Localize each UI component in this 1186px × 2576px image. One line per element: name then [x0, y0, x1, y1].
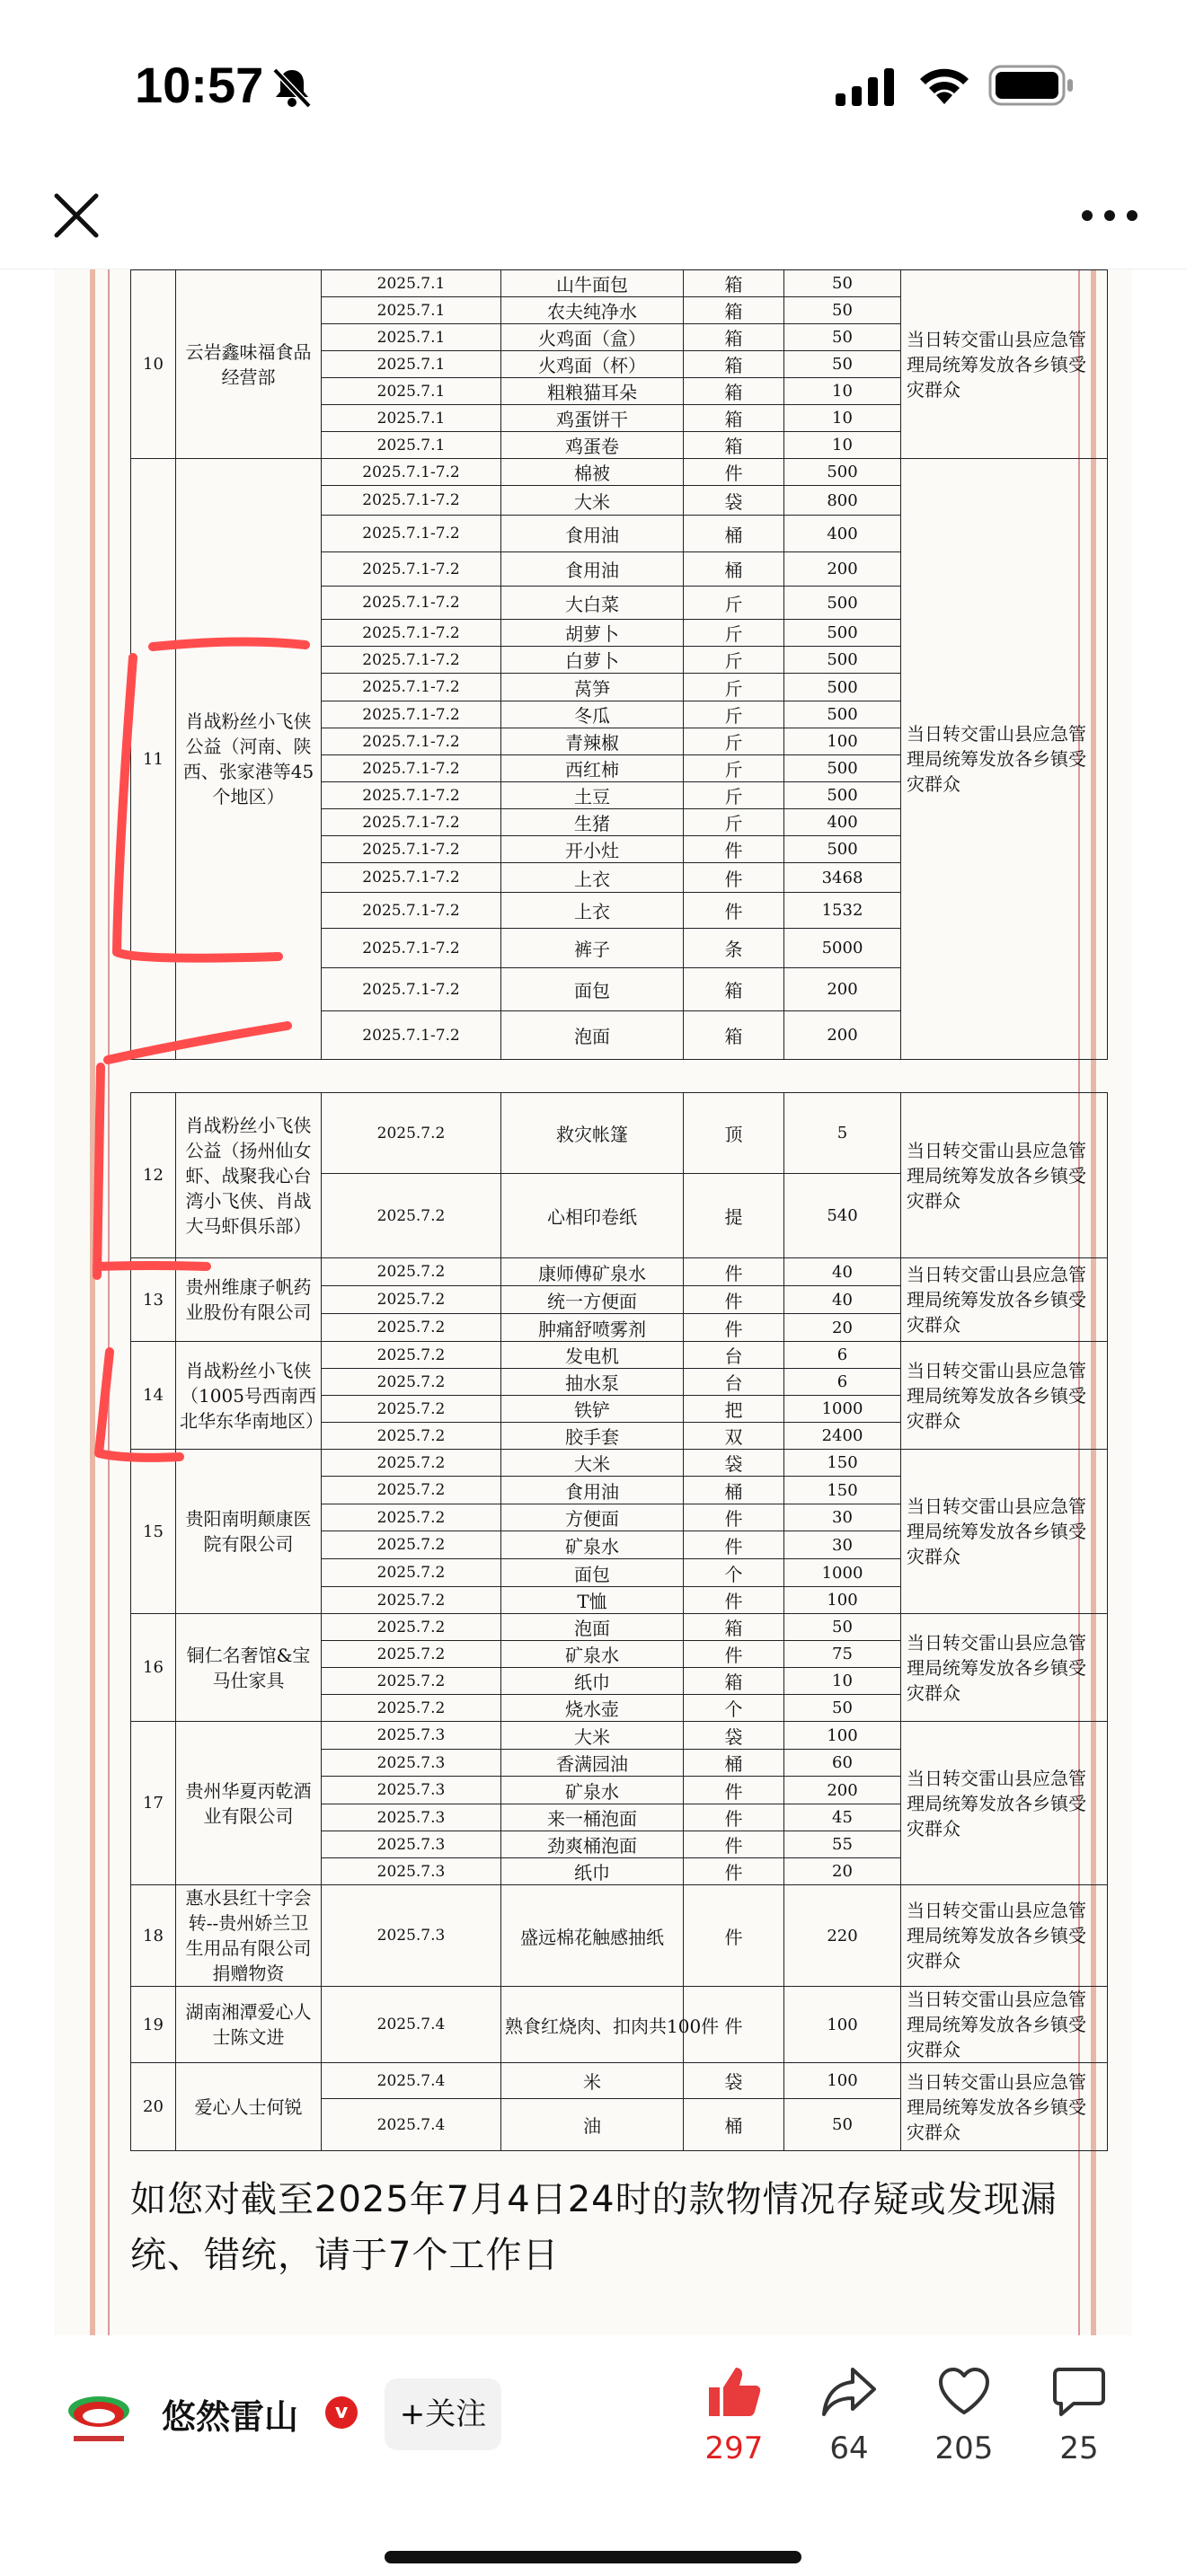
donation-date: 2025.7.1-7.2 [322, 552, 501, 587]
unit: 把 [684, 1396, 784, 1423]
donor-name: 贵州维康子帆药业股份有限公司 [176, 1258, 322, 1342]
remark: 当日转交雷山县应急管理局统筹发放各乡镇受灾群众 [901, 1342, 1108, 1450]
quantity: 100 [784, 1722, 901, 1750]
unit: 件 [684, 1831, 784, 1858]
quantity: 500 [784, 647, 901, 674]
unit: 件 [684, 1286, 784, 1314]
donor-name: 云岩鑫味福食品经营部 [176, 270, 322, 459]
share-icon [820, 2362, 878, 2420]
comment-button[interactable] [1030, 2362, 1128, 2506]
donation-date: 2025.7.1 [322, 297, 501, 324]
donation-date: 2025.7.1-7.2 [322, 620, 501, 647]
quantity: 40 [784, 1286, 901, 1314]
donation-date: 2025.7.2 [322, 1369, 501, 1396]
wifi-icon [916, 63, 972, 106]
row-index: 13 [131, 1258, 176, 1342]
item-name: 统一方便面 [501, 1286, 684, 1314]
quantity: 400 [784, 516, 901, 552]
unit: 条 [684, 929, 784, 968]
quantity: 50 [784, 351, 901, 378]
item-name: 大米 [501, 1722, 684, 1750]
donation-date: 2025.7.1-7.2 [322, 1011, 501, 1060]
unit: 件 [684, 1531, 784, 1559]
clock-time: 10:57 [135, 57, 264, 113]
item-name: 大米 [501, 1450, 684, 1477]
quantity: 100 [784, 2063, 901, 2099]
remark: 当日转交雷山县应急管理局统筹发放各乡镇受灾群众 [901, 1614, 1108, 1722]
item-name: 生猪 [501, 809, 684, 836]
unit: 桶 [684, 516, 784, 552]
donation-date: 2025.7.3 [322, 1722, 501, 1750]
quantity: 500 [784, 587, 901, 620]
item-name: 矿泉水 [501, 1531, 684, 1559]
share-button[interactable] [800, 2362, 898, 2506]
donation-date: 2025.7.2 [322, 1504, 501, 1531]
item-name: 心相印卷纸 [501, 1174, 684, 1258]
favorite-count: 205 [934, 2430, 994, 2466]
unit: 个 [684, 1695, 784, 1722]
quantity: 10 [784, 432, 901, 459]
donation-date: 2025.7.1 [322, 405, 501, 432]
unit: 斤 [684, 647, 784, 674]
item-name: 食用油 [501, 516, 684, 552]
donor-name: 惠水县红十字会转--贵州娇兰卫生用品有限公司捐赠物资 [176, 1885, 322, 1987]
item-name: 方便面 [501, 1504, 684, 1531]
unit: 箱 [684, 968, 784, 1011]
thumbs-up-icon [705, 2362, 763, 2420]
unit: 斤 [684, 728, 784, 755]
quantity: 500 [784, 755, 901, 782]
unit: 桶 [684, 552, 784, 587]
item-name: 棉被 [501, 459, 684, 486]
comment-count: 25 [1059, 2430, 1099, 2466]
row-index: 10 [131, 270, 176, 459]
unit: 斤 [684, 782, 784, 809]
donation-date: 2025.7.2 [322, 1531, 501, 1559]
donation-date: 2025.7.2 [322, 1286, 501, 1314]
cell-signal-icon [836, 66, 898, 106]
heart-icon [935, 2362, 993, 2420]
row-index: 12 [131, 1093, 176, 1258]
donation-date: 2025.7.2 [322, 1559, 501, 1587]
unit: 箱 [684, 270, 784, 297]
item-name: 抽水泵 [501, 1369, 684, 1396]
donation-date: 2025.7.3 [322, 1831, 501, 1858]
donation-date: 2025.7.1-7.2 [322, 809, 501, 836]
quantity: 10 [784, 405, 901, 432]
donation-date: 2025.7.3 [322, 1777, 501, 1804]
remark: 当日转交雷山县应急管理局统筹发放各乡镇受灾群众 [901, 1722, 1108, 1885]
item-name: 纸巾 [501, 1668, 684, 1695]
unit: 个 [684, 1559, 784, 1587]
unit: 件 [684, 1777, 784, 1804]
donation-date: 2025.7.1-7.2 [322, 893, 501, 929]
quantity: 1000 [784, 1396, 901, 1423]
item-name: 油 [501, 2099, 684, 2151]
quantity: 2400 [784, 1423, 901, 1450]
item-name: 食用油 [501, 552, 684, 587]
row-index: 15 [131, 1450, 176, 1614]
item-name: 西红柿 [501, 755, 684, 782]
more-icon[interactable] [1078, 202, 1141, 229]
quantity: 500 [784, 620, 901, 647]
unit: 件 [684, 893, 784, 929]
donation-date: 2025.7.2 [322, 1695, 501, 1722]
quantity: 3468 [784, 863, 901, 893]
donation-date: 2025.7.2 [322, 1174, 501, 1258]
item-name: 发电机 [501, 1342, 684, 1369]
remark: 当日转交雷山县应急管理局统筹发放各乡镇受灾群众 [901, 270, 1108, 459]
muted-bell-icon [270, 65, 314, 110]
item-name: 肿痛舒喷雾剂 [501, 1314, 684, 1342]
quantity: 75 [784, 1641, 901, 1668]
quantity: 200 [784, 1011, 901, 1060]
donation-date: 2025.7.1 [322, 378, 501, 405]
item-name: 农夫纯净水 [501, 297, 684, 324]
nav-bar [0, 162, 1186, 269]
item-name: 鸡蛋卷 [501, 432, 684, 459]
donation-date: 2025.7.1-7.2 [322, 674, 501, 701]
quantity: 30 [784, 1531, 901, 1559]
unit: 提 [684, 1174, 784, 1258]
donation-date: 2025.7.2 [322, 1668, 501, 1695]
donation-date: 2025.7.1-7.2 [322, 929, 501, 968]
donation-date: 2025.7.1-7.2 [322, 486, 501, 516]
item-name: 大白菜 [501, 587, 684, 620]
red-handwritten-annotation [54, 269, 1132, 2335]
item-name: 鸡蛋饼干 [501, 405, 684, 432]
row-index: 20 [131, 2063, 176, 2151]
unit: 件 [684, 1804, 784, 1831]
quantity: 1000 [784, 1559, 901, 1587]
donor-name: 爱心人士何锐 [176, 2063, 322, 2151]
quantity: 500 [784, 782, 901, 809]
quantity: 20 [784, 1858, 901, 1885]
donation-date: 2025.7.2 [322, 1450, 501, 1477]
item-name: 胡萝卜 [501, 620, 684, 647]
donation-date: 2025.7.2 [322, 1587, 501, 1614]
donor-name: 贵阳南明颠康医院有限公司 [176, 1450, 322, 1614]
item-name: 面包 [501, 1559, 684, 1587]
unit: 台 [684, 1342, 784, 1369]
notice-paragraph: 如您对截至2025年7月4日24时的款物情况存疑或发现漏统、错统，请于7个工作日 [130, 2179, 1058, 2276]
unit: 桶 [684, 1750, 784, 1777]
remark: 当日转交雷山县应急管理局统筹发放各乡镇受灾群众 [901, 1258, 1108, 1342]
item-name: 纸巾 [501, 1858, 684, 1885]
donation-date: 2025.7.1-7.2 [322, 587, 501, 620]
quantity: 220 [784, 1885, 901, 1987]
donation-date: 2025.7.1-7.2 [322, 863, 501, 893]
quantity: 500 [784, 674, 901, 701]
item-name: 粗粮猫耳朵 [501, 378, 684, 405]
remark: 当日转交雷山县应急管理局统筹发放各乡镇受灾群众 [901, 1450, 1108, 1614]
item-name: 铁铲 [501, 1396, 684, 1423]
quantity: 50 [784, 1614, 901, 1641]
quantity: 100 [784, 728, 901, 755]
quantity: 50 [784, 1695, 901, 1722]
row-index: 17 [131, 1722, 176, 1885]
quantity: 60 [784, 1750, 901, 1777]
unit: 袋 [684, 2063, 784, 2099]
unit: 台 [684, 1369, 784, 1396]
unit: 件 [684, 1504, 784, 1531]
unit: 斤 [684, 674, 784, 701]
item-name: 熟食红烧肉、扣肉共100件 [501, 1987, 684, 2063]
remark: 当日转交雷山县应急管理局统筹发放各乡镇受灾群众 [901, 1987, 1108, 2063]
quantity: 50 [784, 2099, 901, 2151]
remark: 当日转交雷山县应急管理局统筹发放各乡镇受灾群众 [901, 459, 1108, 1060]
item-name: 矿泉水 [501, 1777, 684, 1804]
unit: 件 [684, 863, 784, 893]
quantity: 10 [784, 378, 901, 405]
quantity: 500 [784, 701, 901, 728]
bottom-action-bar [0, 2335, 1186, 2576]
donor-name: 贵州华夏丙乾酒业有限公司 [176, 1722, 322, 1885]
quantity: 20 [784, 1314, 901, 1342]
follow-button[interactable]: +关注 [385, 2378, 501, 2450]
account-name[interactable]: 悠然雷山 [162, 2397, 299, 2437]
unit: 件 [684, 1858, 784, 1885]
donation-date: 2025.7.1-7.2 [322, 516, 501, 552]
unit: 斤 [684, 620, 784, 647]
unit: 斤 [684, 587, 784, 620]
donation-date: 2025.7.2 [322, 1614, 501, 1641]
quantity: 10 [784, 1668, 901, 1695]
quantity: 6 [784, 1342, 901, 1369]
donation-date: 2025.7.4 [322, 1987, 501, 2063]
quantity: 40 [784, 1258, 901, 1286]
favorite-button[interactable] [915, 2362, 1013, 2506]
item-name: 康师傅矿泉水 [501, 1258, 684, 1286]
item-name: 米 [501, 2063, 684, 2099]
donation-date: 2025.7.4 [322, 2063, 501, 2099]
donation-date: 2025.7.1-7.2 [322, 782, 501, 809]
row-index: 11 [131, 459, 176, 1060]
item-name: 盛远棉花触感抽纸 [501, 1885, 684, 1987]
quantity: 55 [784, 1831, 901, 1858]
item-name: 火鸡面（杯） [501, 351, 684, 378]
home-indicator[interactable] [385, 2551, 801, 2563]
item-name: 山牛面包 [501, 270, 684, 297]
like-count: 297 [704, 2430, 764, 2466]
unit: 箱 [684, 351, 784, 378]
item-name: 上衣 [501, 893, 684, 929]
quantity: 150 [784, 1450, 901, 1477]
item-name: 火鸡面（盒） [501, 324, 684, 351]
donation-date: 2025.7.2 [322, 1258, 501, 1286]
donation-date: 2025.7.2 [322, 1342, 501, 1369]
unit: 箱 [684, 297, 784, 324]
like-button[interactable] [685, 2362, 783, 2506]
unit: 箱 [684, 1614, 784, 1641]
item-name: 来一桶泡面 [501, 1804, 684, 1831]
item-name: 裤子 [501, 929, 684, 968]
unit: 顶 [684, 1093, 784, 1174]
unit: 袋 [684, 486, 784, 516]
battery-icon [988, 65, 1075, 106]
unit: 件 [684, 1641, 784, 1668]
donation-date: 2025.7.3 [322, 1804, 501, 1831]
quantity: 400 [784, 809, 901, 836]
quantity: 100 [784, 1987, 901, 2063]
item-name: 胶手套 [501, 1423, 684, 1450]
donation-date: 2025.7.1-7.2 [322, 968, 501, 1011]
share-count: 64 [829, 2430, 869, 2466]
donation-date: 2025.7.2 [322, 1314, 501, 1342]
status-bar [0, 0, 1186, 162]
quantity: 30 [784, 1504, 901, 1531]
remark: 当日转交雷山县应急管理局统筹发放各乡镇受灾群众 [901, 2063, 1108, 2151]
donation-date: 2025.7.3 [322, 1858, 501, 1885]
quantity: 500 [784, 459, 901, 486]
donation-date: 2025.7.2 [322, 1423, 501, 1450]
item-name: 青辣椒 [501, 728, 684, 755]
document-image [54, 269, 1132, 2335]
unit: 件 [684, 1587, 784, 1614]
donation-date: 2025.7.4 [322, 2099, 501, 2151]
donor-name: 肖战粉丝小飞侠（1005号西南西北华东华南地区） [176, 1342, 322, 1450]
item-name: 食用油 [501, 1477, 684, 1504]
unit: 箱 [684, 432, 784, 459]
row-index: 14 [131, 1342, 176, 1450]
row-index: 18 [131, 1885, 176, 1987]
account-logo-icon[interactable] [63, 2382, 135, 2454]
quantity: 1532 [784, 893, 901, 929]
unit: 件 [684, 1885, 784, 1987]
comment-icon [1050, 2362, 1108, 2420]
unit: 件 [684, 1314, 784, 1342]
quantity: 6 [784, 1369, 901, 1396]
item-name: 劲爽桶泡面 [501, 1831, 684, 1858]
unit: 桶 [684, 2099, 784, 2151]
quantity: 5000 [784, 929, 901, 968]
donor-name: 铜仁名奢馆&宝马仕家具 [176, 1614, 322, 1722]
item-name: 泡面 [501, 1614, 684, 1641]
item-name: 泡面 [501, 1011, 684, 1060]
item-name: 矿泉水 [501, 1641, 684, 1668]
remark: 当日转交雷山县应急管理局统筹发放各乡镇受灾群众 [901, 1093, 1108, 1258]
donation-date: 2025.7.1 [322, 324, 501, 351]
item-name: 开小灶 [501, 836, 684, 863]
item-name: 白萝卜 [501, 647, 684, 674]
item-name: 大米 [501, 486, 684, 516]
quantity: 150 [784, 1477, 901, 1504]
row-index: 16 [131, 1614, 176, 1722]
unit: 箱 [684, 324, 784, 351]
verified-badge: v [325, 2396, 358, 2429]
unit: 件 [684, 1987, 784, 2063]
item-name: 土豆 [501, 782, 684, 809]
item-name: 莴笋 [501, 674, 684, 701]
donation-date: 2025.7.1 [322, 351, 501, 378]
quantity: 540 [784, 1174, 901, 1258]
row-index: 19 [131, 1987, 176, 2063]
quantity: 45 [784, 1804, 901, 1831]
donation-date: 2025.7.2 [322, 1641, 501, 1668]
donation-date: 2025.7.2 [322, 1477, 501, 1504]
donor-name: 湖南湘潭爱心人士陈文进 [176, 1987, 322, 2063]
donation-date: 2025.7.3 [322, 1885, 501, 1987]
unit: 件 [684, 1258, 784, 1286]
unit: 件 [684, 836, 784, 863]
quantity: 50 [784, 324, 901, 351]
unit: 箱 [684, 378, 784, 405]
donor-name: 肖战粉丝小飞侠公益（河南、陕西、张家港等45个地区） [176, 459, 322, 1060]
unit: 斤 [684, 809, 784, 836]
unit: 件 [684, 459, 784, 486]
donor-name: 肖战粉丝小飞侠公益（扬州仙女虾、战聚我心台湾小飞侠、肖战大马虾俱乐部） [176, 1093, 322, 1258]
unit: 袋 [684, 1450, 784, 1477]
unit: 斤 [684, 701, 784, 728]
remark: 当日转交雷山县应急管理局统筹发放各乡镇受灾群众 [901, 1885, 1108, 1987]
unit: 箱 [684, 1011, 784, 1060]
unit: 箱 [684, 405, 784, 432]
quantity: 200 [784, 968, 901, 1011]
quantity: 50 [784, 297, 901, 324]
donation-date: 2025.7.2 [322, 1093, 501, 1174]
quantity: 50 [784, 270, 901, 297]
donation-date: 2025.7.1-7.2 [322, 701, 501, 728]
unit: 斤 [684, 755, 784, 782]
donation-date: 2025.7.1 [322, 270, 501, 297]
item-name: 救灾帐篷 [501, 1093, 684, 1174]
item-name: 香满园油 [501, 1750, 684, 1777]
donation-date: 2025.7.1-7.2 [322, 728, 501, 755]
quantity: 800 [784, 486, 901, 516]
quantity: 5 [784, 1093, 901, 1174]
item-name: 冬瓜 [501, 701, 684, 728]
quantity: 100 [784, 1587, 901, 1614]
quantity: 200 [784, 552, 901, 587]
close-icon[interactable] [49, 189, 103, 243]
donation-date: 2025.7.1-7.2 [322, 459, 501, 486]
donation-date: 2025.7.2 [322, 1396, 501, 1423]
quantity: 500 [784, 836, 901, 863]
item-name: 烧水壶 [501, 1695, 684, 1722]
item-name: 面包 [501, 968, 684, 1011]
donation-date: 2025.7.1-7.2 [322, 647, 501, 674]
item-name: T恤 [501, 1587, 684, 1614]
unit: 箱 [684, 1668, 784, 1695]
unit: 袋 [684, 1722, 784, 1750]
quantity: 200 [784, 1777, 901, 1804]
item-name: 上衣 [501, 863, 684, 893]
unit: 桶 [684, 1477, 784, 1504]
donation-date: 2025.7.1-7.2 [322, 755, 501, 782]
donation-date: 2025.7.3 [322, 1750, 501, 1777]
donation-date: 2025.7.1 [322, 432, 501, 459]
unit: 双 [684, 1423, 784, 1450]
donation-date: 2025.7.1-7.2 [322, 836, 501, 863]
